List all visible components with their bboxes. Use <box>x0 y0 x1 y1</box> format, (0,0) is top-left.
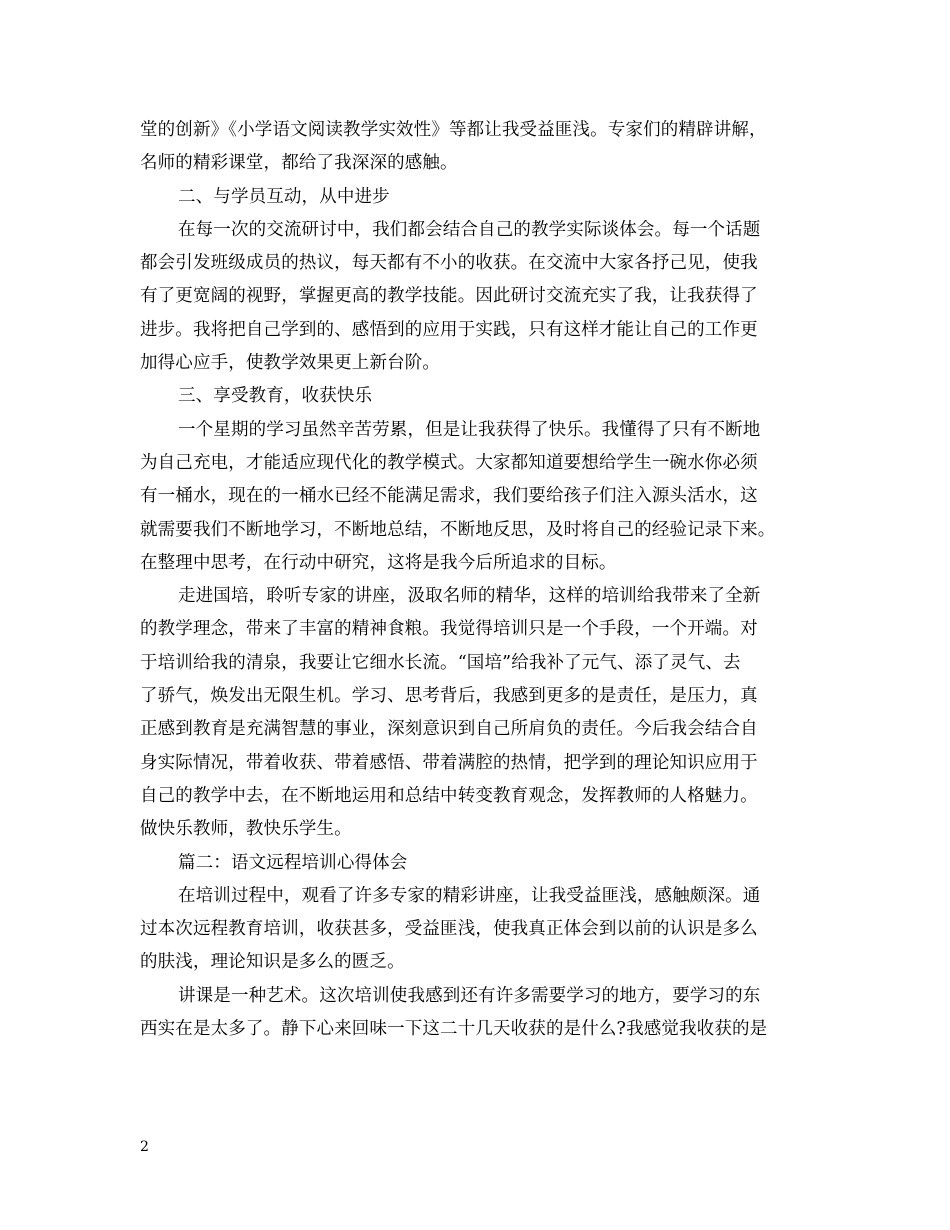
text-line: 在每一次的交流研讨中，我们都会结合自己的教学实际谈体会。每一个话题 <box>178 219 761 240</box>
text-line: 都会引发班级成员的热议，每天都有不小的收获。在交流中大家各抒己见，使我 <box>140 253 758 274</box>
document-body <box>140 114 815 1046</box>
text-line: 进步。我将把自己学到的、感悟到的应用于实践，只有这样才能让自己的工作更 <box>140 319 758 340</box>
text-line: 加得心应手，使教学效果更上新台阶。 <box>140 353 441 374</box>
text-line: 有了更宽阔的视野，掌握更高的教学技能。因此研讨交流充实了我，让我获得了 <box>140 286 758 307</box>
text-line: 讲课是一种艺术。这次培训使我感到还有许多需要学习的地方，要学习的东 <box>178 985 761 1006</box>
text-line: 一个星期的学习虽然辛苦劳累，但是让我获得了快乐。我懂得了只有不断地 <box>178 419 761 440</box>
text-line: 正感到教育是充满智慧的事业，深刻意识到自己所肩负的责任。今后我会结合自 <box>140 719 758 740</box>
text-line: 堂的创新》《小学语文阅读教学实效性》等都让我受益匪浅。专家们的精辟讲解， <box>140 120 767 140</box>
text-line: 自己的教学中去，在不断地运用和总结中转变教育观念，发挥教师的人格魅力。 <box>140 785 758 806</box>
text-line: 于培训给我的清泉，我要让它细水长流。“国培”给我补了元气、添了灵气、去 <box>140 652 741 673</box>
page-number: 2 <box>140 1139 149 1155</box>
text-line: 做快乐教师，教快乐学生。 <box>140 819 352 840</box>
text-line: 名师的精彩课堂，都给了我深深的感触。 <box>140 153 458 174</box>
text-line: 在培训过程中，观看了许多专家的精彩讲座，让我受益匪浅，感触颇深。通 <box>178 885 761 906</box>
text-line: 的肤浅，理论知识是多么的匮乏。 <box>140 952 405 973</box>
text-line: 西实在是太多了。静下心来回味一下这二十几天收获的是什么?我感觉我收获的是 <box>140 1019 768 1040</box>
text-line: 就需要我们不断地学习，不断地总结，不断地反思，及时将自己的经验记录下来。 <box>140 519 776 540</box>
text-line: 为自己充电，才能适应现代化的教学模式。大家都知道要想给学生一碗水你必须 <box>140 452 758 473</box>
text-line: 有一桶水，现在的一桶水已经不能满足需求，我们要给孩子们注入源头活水，这 <box>140 486 758 507</box>
section-heading: 二、与学员互动，从中进步 <box>178 186 390 207</box>
section-heading: 三、享受教育，收获快乐 <box>178 386 373 407</box>
text-line: 走进国培，聆听专家的讲座，汲取名师的精华，这样的培训给我带来了全新 <box>178 586 761 607</box>
text-line: 过本次远程教育培训，收获甚多，受益匪浅，使我真正体会到以前的认识是多么 <box>140 919 758 940</box>
text-line: 的教学理念，带来了丰富的精神食粮。我觉得培训只是一个手段，一个开端。对 <box>140 619 758 640</box>
text-line: 身实际情况，带着收获、带着感悟、带着满腔的热情，把学到的理论知识应用于 <box>140 752 758 773</box>
text-line: 了骄气，焕发出无限生机。学习、思考背后，我感到更多的是责任，是压力，真 <box>140 686 758 707</box>
text-line: 在整理中思考，在行动中研究，这将是我今后所追求的目标。 <box>140 552 617 573</box>
section-heading: 篇二：语文远程培训心得体会 <box>178 852 408 873</box>
